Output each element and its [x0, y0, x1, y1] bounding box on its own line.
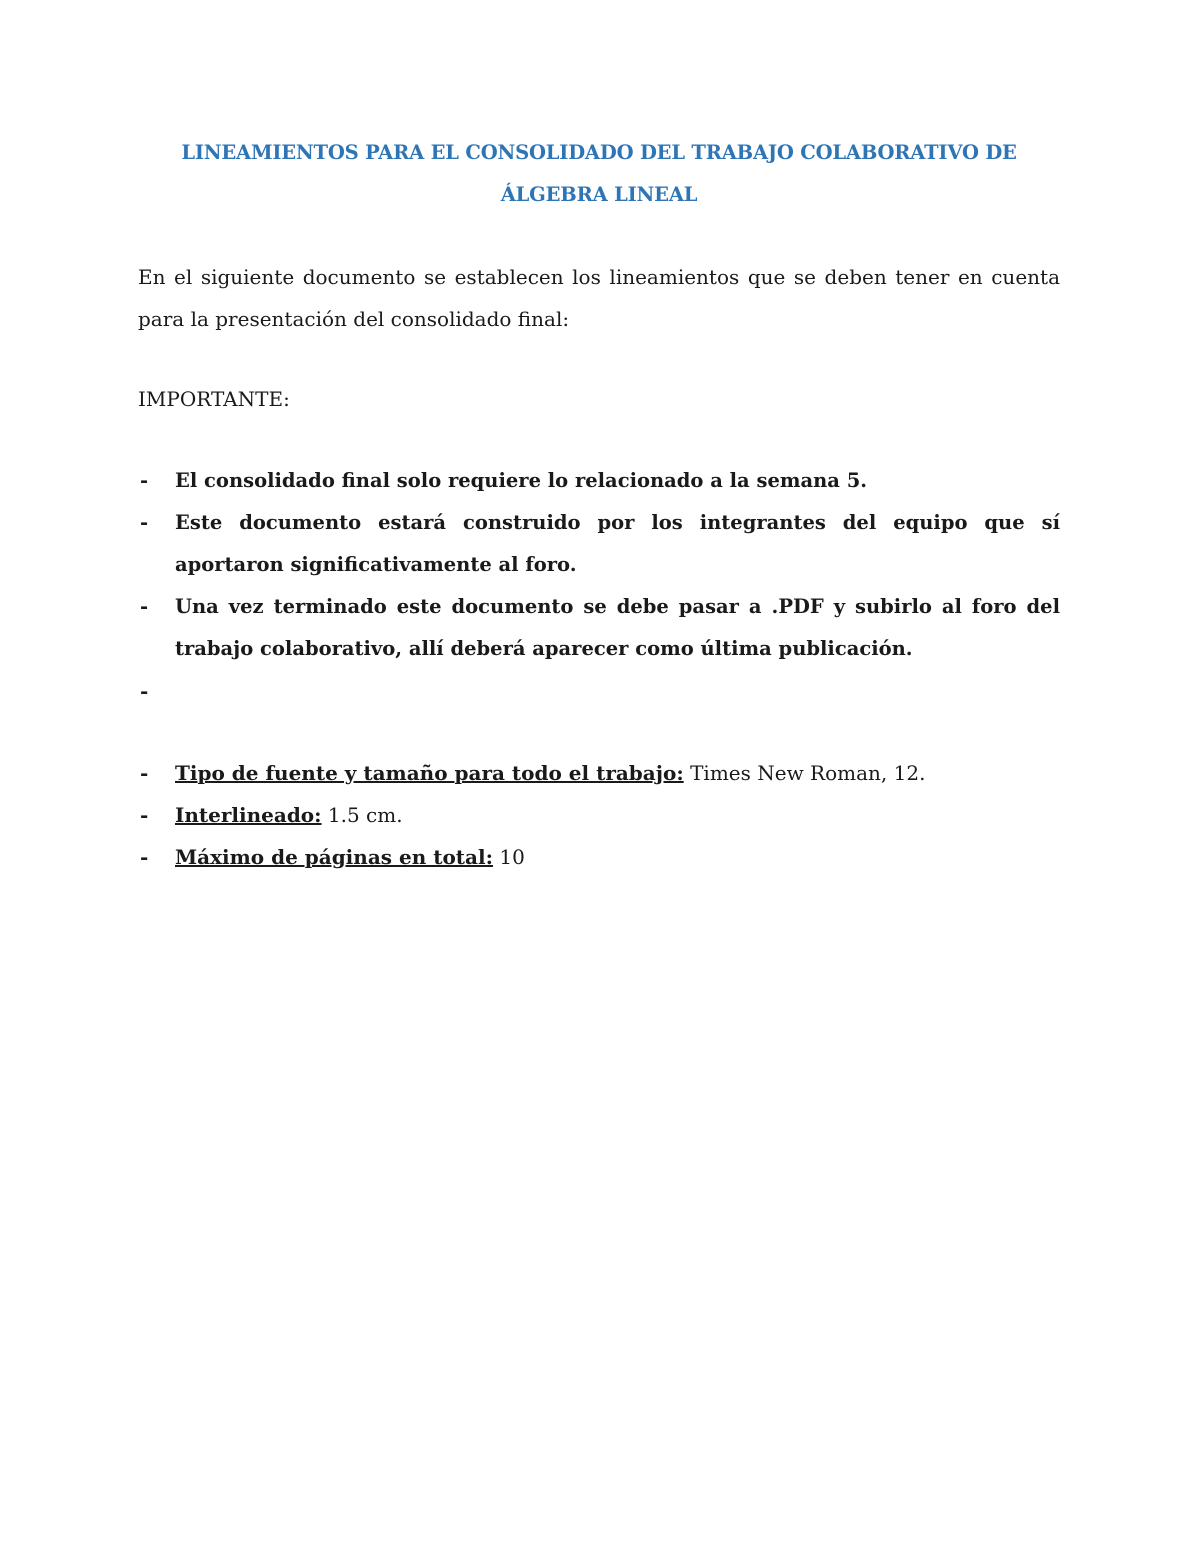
list-item [138, 460, 1060, 502]
document-title [138, 132, 1060, 216]
bullet-dash: - [140, 511, 149, 534]
list-item-text: Una vez terminado este documento se debe pasar a .PDF y subirlo al foro del trabajo colaborativo, allí deberá aparecer como última publicación. [175, 595, 1060, 660]
list-item-empty [138, 670, 1060, 712]
important-list [138, 460, 1060, 712]
list-item-text: Este documento estará construido por los integrantes del equipo que sí aportaron significativamente al foro. [175, 511, 1060, 576]
spec-item [138, 794, 1060, 836]
spec-label: Tipo de fuente y tamaño para todo el trabajo: [175, 761, 684, 785]
list-item [138, 586, 1060, 670]
list-item [138, 502, 1060, 586]
spec-label: Máximo de páginas en total: [175, 845, 493, 869]
spec-value: 1.5 cm. [321, 803, 403, 827]
spec-value: Times New Roman, 12. [683, 761, 926, 785]
bullet-dash: - [140, 469, 149, 492]
spec-item [138, 836, 1060, 878]
title-line-1: LINEAMIENTOS PARA EL CONSOLIDADO DEL TRABAJO COLABORATIVO DE [181, 141, 1017, 164]
bullet-dash: - [140, 803, 149, 827]
document-page [138, 132, 1060, 878]
bullet-dash: - [140, 679, 149, 703]
bullet-dash: - [140, 595, 149, 618]
spec-value: 10 [493, 845, 525, 869]
bullet-dash: - [140, 761, 149, 785]
important-heading: IMPORTANTE: [138, 387, 290, 411]
list-item-text: El consolidado final solo requiere lo relacionado a la semana 5. [175, 469, 868, 492]
spec-label: Interlineado: [175, 803, 322, 827]
title-line-2: ÁLGEBRA LINEAL [500, 183, 698, 206]
format-specs-list [138, 752, 1060, 878]
bullet-dash: - [140, 845, 149, 869]
spec-item [138, 752, 1060, 794]
intro-paragraph: En el siguiente documento se establecen los lineamientos que se deben tener en cuenta para la presentación del consolidado final: [138, 265, 1060, 331]
